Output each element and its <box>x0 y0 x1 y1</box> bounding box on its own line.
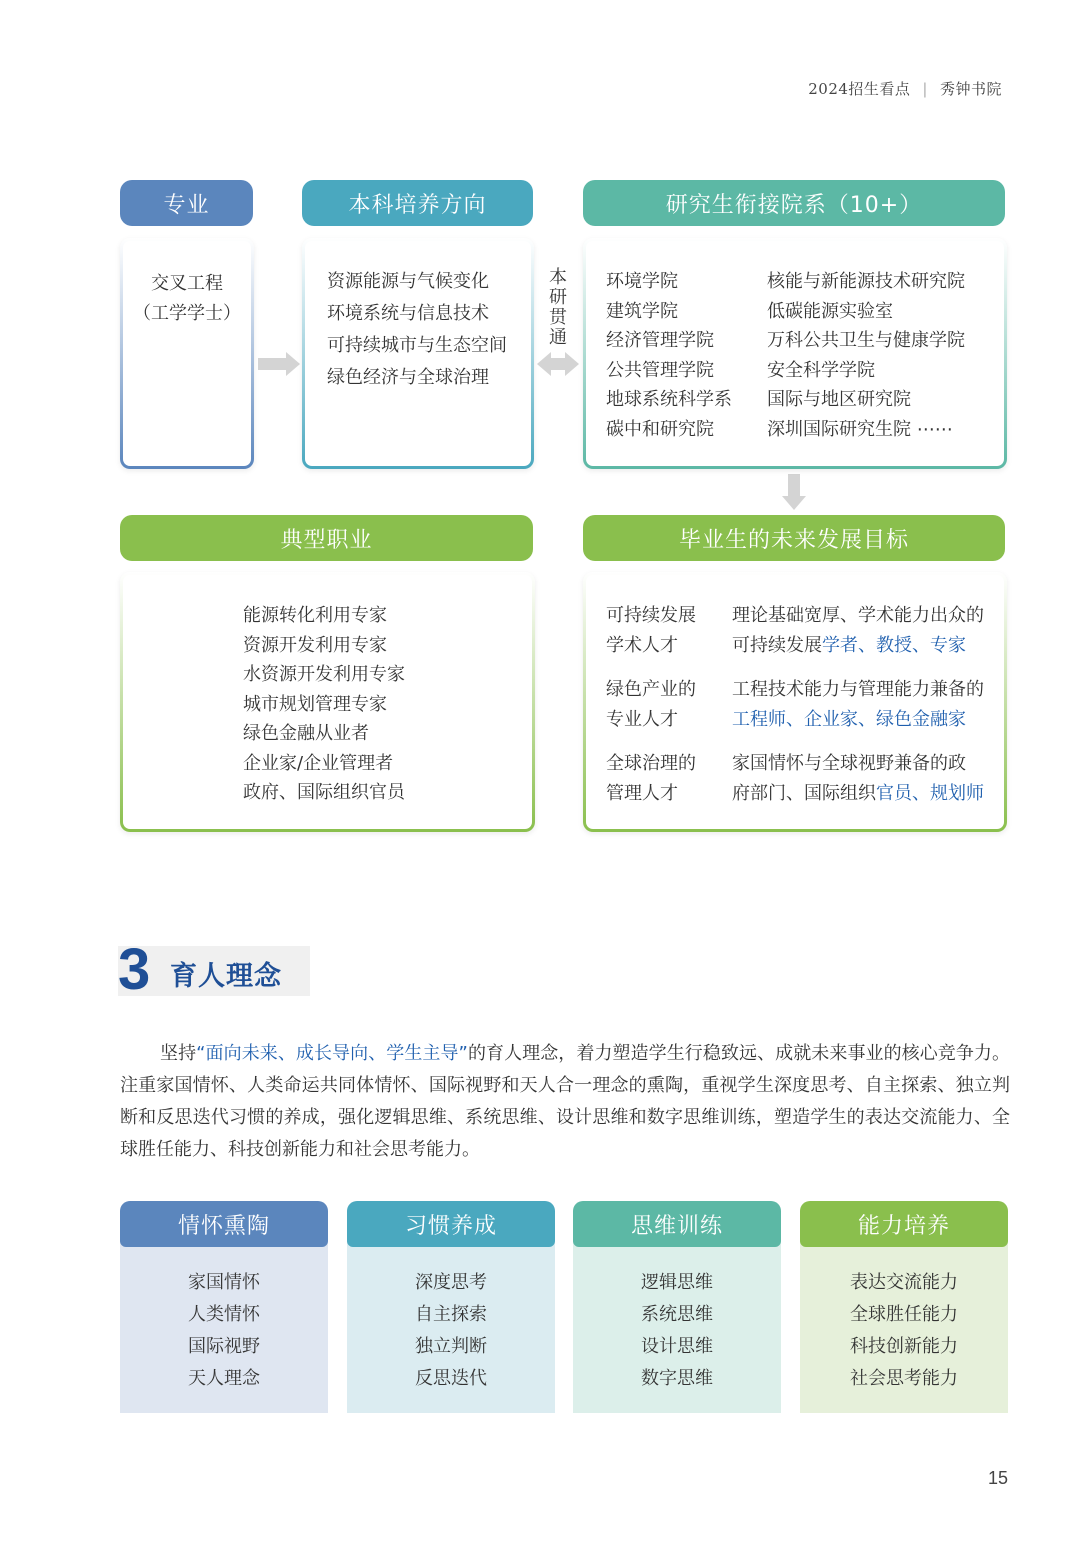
graduate-school: 环境学院 <box>606 271 678 292</box>
career-item: 政府、国际组织官员 <box>243 782 405 803</box>
link-label <box>548 268 568 348</box>
goals-heading: 毕业生的未来发展目标 <box>583 515 1005 561</box>
card-item: 设计思维 <box>641 1336 713 1357</box>
para-text: 的育人理念，着力塑造学生行稳致远、成就未来事业的核心竞争力。注重家国情怀、人类命运共同体情怀、国际视野和天人合一理念的熏陶，重视学生深度思考、自主探索、独立判断和反思迭代习惯的养成，强化逻辑思维、系统思维、设计思维和数字思维训练，塑造学生的表达交流能力、全球胜任能力、科技创新能力和社会思考能力。 <box>120 1043 1011 1160</box>
card-item: 人类情怀 <box>188 1304 260 1325</box>
card-body <box>800 1235 1008 1413</box>
para-highlight: “面向未来、成长导向、学生主导” <box>196 1043 468 1064</box>
card-item: 自主探索 <box>415 1304 487 1325</box>
para-text: 坚持 <box>160 1043 197 1064</box>
major-box <box>120 238 254 469</box>
careers-box <box>120 572 535 832</box>
header-left: 2024招生看点 <box>808 80 911 98</box>
career-item: 企业家/企业管理者 <box>243 752 394 774</box>
goal-desc-line: 家国情怀与全球视野兼备的政 <box>732 753 966 774</box>
direction-line: 绿色经济与全球治理 <box>327 367 489 388</box>
link-char: 通 <box>549 327 567 348</box>
goals-box <box>583 572 1007 832</box>
graduate-school: 低碳能源实验室 <box>767 300 893 322</box>
goal-desc <box>732 675 984 734</box>
card-item: 独立判断 <box>415 1336 487 1357</box>
card-heading: 习惯养成 <box>347 1201 555 1247</box>
arrow-right-icon <box>258 358 288 370</box>
direction-box <box>302 238 534 469</box>
card-item: 表达交流能力 <box>850 1272 958 1293</box>
goal-highlight: 官员、规划师 <box>876 782 984 804</box>
goal-label: 学术人才 <box>606 634 678 656</box>
graduate-heading: 研究生衔接院系（10+） <box>583 180 1005 226</box>
goal-highlight: 学者、教授、专家 <box>822 634 966 656</box>
career-item: 能源转化利用专家 <box>243 605 387 626</box>
goal-label: 管理人才 <box>606 782 678 804</box>
goal-desc-line: 工程技术能力与管理能力兼备的 <box>732 679 984 700</box>
card-item: 社会思考能力 <box>850 1368 958 1389</box>
graduate-box <box>583 238 1007 469</box>
direction-line: 环境系统与信息技术 <box>327 303 489 324</box>
direction-line: 资源能源与气候变化 <box>327 271 489 292</box>
card-item: 数字思维 <box>641 1368 713 1389</box>
card-item: 系统思维 <box>641 1304 713 1325</box>
career-item: 资源开发利用专家 <box>243 634 387 656</box>
link-char: 研 <box>549 287 567 308</box>
goal-desc-text: 府部门、国际组织 <box>732 782 876 804</box>
goal-row <box>606 675 696 734</box>
card-item: 反思迭代 <box>415 1368 487 1389</box>
careers-heading: 典型职业 <box>120 515 533 561</box>
header-right: 秀钟书院 <box>939 80 1002 98</box>
card-item: 国际视野 <box>188 1336 260 1357</box>
graduate-school: 碳中和研究院 <box>606 418 714 440</box>
major-line-1: 交叉工程 <box>151 273 223 294</box>
double-arrow-icon <box>549 358 567 370</box>
goal-highlight: 工程师、企业家、绿色金融家 <box>732 708 966 730</box>
link-char: 贯 <box>549 307 567 328</box>
major-line-2: （工学学士） <box>133 303 241 324</box>
card-item: 天人理念 <box>188 1368 260 1389</box>
career-item: 绿色金融从业者 <box>243 723 369 744</box>
card-body <box>120 1235 328 1413</box>
goal-desc-line: 理论基础宽厚、学术能力出众的 <box>732 605 984 626</box>
card-body <box>347 1235 555 1413</box>
section-heading <box>118 937 310 1002</box>
link-char: 本 <box>549 267 567 288</box>
graduate-school: 万科公共卫生与健康学院 <box>767 330 965 351</box>
graduate-school: 核能与新能源技术研究院 <box>767 271 965 292</box>
goal-desc <box>732 749 984 808</box>
graduate-school: 地球系统科学系 <box>606 389 732 410</box>
goal-row <box>606 749 696 808</box>
graduate-school: 安全科学学院 <box>767 359 875 381</box>
goal-desc <box>732 601 984 660</box>
graduate-school: 建筑学院 <box>606 300 678 322</box>
arrow-down-icon <box>788 474 800 498</box>
goal-desc-text: 可持续发展 <box>732 634 822 656</box>
section-title: 育人理念 <box>170 961 282 992</box>
card-item: 深度思考 <box>415 1272 487 1293</box>
career-item: 城市规划管理专家 <box>243 693 387 715</box>
page-number: 15 <box>987 1468 1008 1488</box>
card-body <box>573 1235 781 1413</box>
goal-row <box>606 601 696 660</box>
card-item: 全球胜任能力 <box>850 1304 958 1325</box>
direction-heading: 本科培养方向 <box>302 180 533 226</box>
graduate-school: 公共管理学院 <box>606 359 714 381</box>
section-number: 3 <box>118 937 151 1002</box>
header-divider: | <box>922 80 928 98</box>
graduate-school: 深圳国际研究生院 ⋯⋯ <box>767 418 953 440</box>
goal-label: 专业人才 <box>606 708 678 730</box>
graduate-school: 国际与地区研究院 <box>767 389 911 410</box>
card-item: 家国情怀 <box>188 1272 260 1293</box>
section-paragraph <box>120 1038 1010 1166</box>
card-item: 科技创新能力 <box>850 1336 958 1357</box>
major-heading: 专业 <box>120 180 253 226</box>
running-header <box>808 78 1002 99</box>
goal-label: 可持续发展 <box>606 605 696 626</box>
card-item: 逻辑思维 <box>641 1272 713 1293</box>
career-item: 水资源开发利用专家 <box>243 664 405 685</box>
direction-line: 可持续城市与生态空间 <box>327 335 507 356</box>
graduate-school: 经济管理学院 <box>606 330 714 351</box>
card-heading: 能力培养 <box>800 1201 1008 1247</box>
goal-label: 全球治理的 <box>606 753 696 774</box>
card-heading: 情怀熏陶 <box>120 1201 328 1247</box>
goal-label: 绿色产业的 <box>606 679 696 700</box>
card-heading: 思维训练 <box>573 1201 781 1247</box>
